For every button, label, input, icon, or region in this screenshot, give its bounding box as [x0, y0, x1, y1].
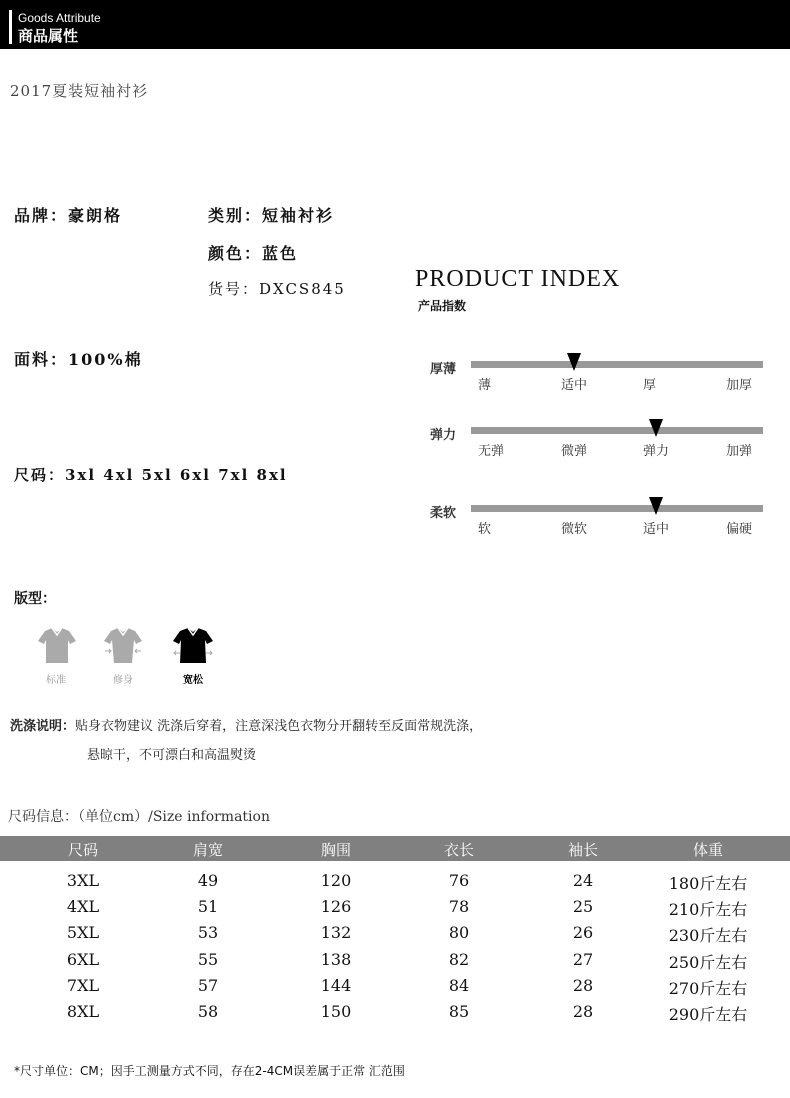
table-cell: 55	[197, 949, 219, 969]
scale-1-tick-0: 无弹	[478, 444, 505, 459]
table-cell: 27	[572, 949, 594, 969]
scale-bar-2	[471, 505, 763, 512]
header-title-en: Goods Attribute	[18, 11, 101, 25]
fit-standard-shirt-icon	[37, 627, 77, 665]
attr-item-no: 货号：DXCS845	[208, 280, 346, 298]
scale-1-tick-1: 微弹	[561, 444, 588, 459]
attr-sizes: 尺码：3xl 4xl 5xl 6xl 7xl 8xl	[14, 466, 288, 484]
table-cell: 58	[197, 1002, 219, 1021]
size-table-header	[0, 836, 790, 861]
size-table-col-header: 胸围	[320, 841, 351, 859]
scale-0-tick-2: 厚	[643, 378, 657, 393]
table-cell: 24	[572, 871, 594, 890]
table-cell: 120	[320, 871, 352, 890]
table-cell: 3XL	[66, 871, 100, 890]
product-subtitle: 2017夏装短袖衬衫	[10, 82, 149, 100]
fit-loose-shirt-icon	[171, 627, 215, 665]
table-cell: 230斤左右	[668, 926, 748, 946]
table-cell: 6XL	[66, 949, 100, 969]
table-cell: 28	[572, 975, 594, 995]
table-cell: 150	[320, 1002, 352, 1021]
table-cell: 250斤左右	[668, 952, 748, 972]
scale-1-tick-2: 弹力	[643, 444, 670, 459]
washing-instructions	[10, 715, 482, 734]
scale-2-tick-3: 偏硬	[726, 522, 753, 537]
size-table-col-header: 衣长	[443, 841, 474, 859]
size-table-col-header: 袖长	[567, 841, 598, 859]
scale-1-marker-icon	[649, 419, 663, 437]
scale-label-2: 柔软	[430, 506, 457, 521]
table-cell: 85	[448, 1002, 470, 1021]
fit-label-standard: 标准	[46, 675, 66, 686]
scale-2-tick-2: 适中	[643, 522, 670, 537]
scale-label-0: 厚薄	[430, 362, 457, 377]
table-cell: 270斤左右	[668, 978, 748, 998]
table-cell: 144	[320, 975, 352, 995]
table-cell: 132	[320, 923, 352, 943]
attr-category: 类别：短袖衬衫	[208, 206, 335, 225]
table-cell: 290斤左右	[668, 1005, 748, 1024]
scale-2-tick-0: 软	[478, 522, 492, 537]
size-table-col-header: 肩宽	[192, 841, 223, 859]
table-cell: 78	[448, 897, 470, 917]
table-cell: 4XL	[66, 897, 100, 917]
scale-bar-0	[471, 361, 763, 368]
table-cell: 8XL	[66, 1002, 100, 1021]
table-cell: 53	[197, 923, 219, 943]
attr-fabric: 面料：100%棉	[14, 350, 143, 369]
product-index-title: PRODUCT INDEX	[415, 266, 621, 292]
washing-label: 洗涤说明：	[10, 719, 76, 734]
fit-slim-shirt-icon	[101, 627, 145, 665]
table-cell: 28	[572, 1002, 594, 1021]
table-cell: 138	[320, 949, 352, 969]
scale-0-tick-1: 适中	[561, 378, 588, 393]
attr-color: 颜色：蓝色	[208, 244, 299, 263]
table-cell: 82	[448, 949, 470, 969]
scale-2-marker-icon	[649, 497, 663, 515]
measurement-note: *尺寸单位：CM；因手工测量方式不同，存在2-4CM误差属于正常 汇范围	[14, 1064, 405, 1078]
product-index-subtitle: 产品指数	[418, 299, 467, 313]
header-title-cn: 商品属性	[18, 27, 79, 45]
scale-0-tick-0: 薄	[478, 378, 492, 393]
scale-1-tick-3: 加弹	[726, 444, 753, 459]
scale-2-tick-1: 微软	[561, 522, 588, 537]
table-cell: 84	[448, 975, 470, 995]
table-cell: 180斤左右	[668, 874, 748, 893]
scale-bar-1	[471, 427, 763, 434]
size-table-col-header: 尺码	[67, 841, 98, 859]
table-cell: 26	[572, 923, 594, 943]
scale-label-1: 弹力	[430, 428, 457, 443]
fit-label-slim: 修身	[113, 675, 133, 686]
table-cell: 5XL	[66, 923, 100, 943]
scale-0-tick-3: 加厚	[726, 378, 753, 393]
size-info-caption: 尺码信息：（单位cm）/Size information	[8, 809, 270, 825]
fit-label-loose: 宽松	[183, 675, 203, 686]
table-cell: 7XL	[66, 975, 100, 995]
table-cell: 76	[448, 871, 470, 890]
table-cell: 51	[197, 897, 219, 917]
scale-0-marker-icon	[567, 353, 581, 371]
washing-line1: 贴身衣物建议 洗涤后穿着，注意深浅色衣物分开翻转至反面常规洗涤，	[75, 719, 483, 734]
table-cell: 57	[197, 975, 219, 995]
table-cell: 25	[572, 897, 594, 917]
header-accent-bar	[9, 10, 12, 44]
attr-brand: 品牌：豪朗格	[14, 206, 123, 225]
washing-line2: 悬晾干，不可漂白和高温熨烫	[87, 748, 257, 763]
fit-title: 版型：	[14, 591, 56, 607]
table-cell: 49	[197, 871, 219, 890]
table-cell: 80	[448, 923, 470, 943]
table-cell: 126	[320, 897, 352, 917]
size-table-col-header: 体重	[692, 841, 723, 859]
table-cell: 210斤左右	[668, 900, 748, 920]
section-header	[0, 0, 790, 49]
